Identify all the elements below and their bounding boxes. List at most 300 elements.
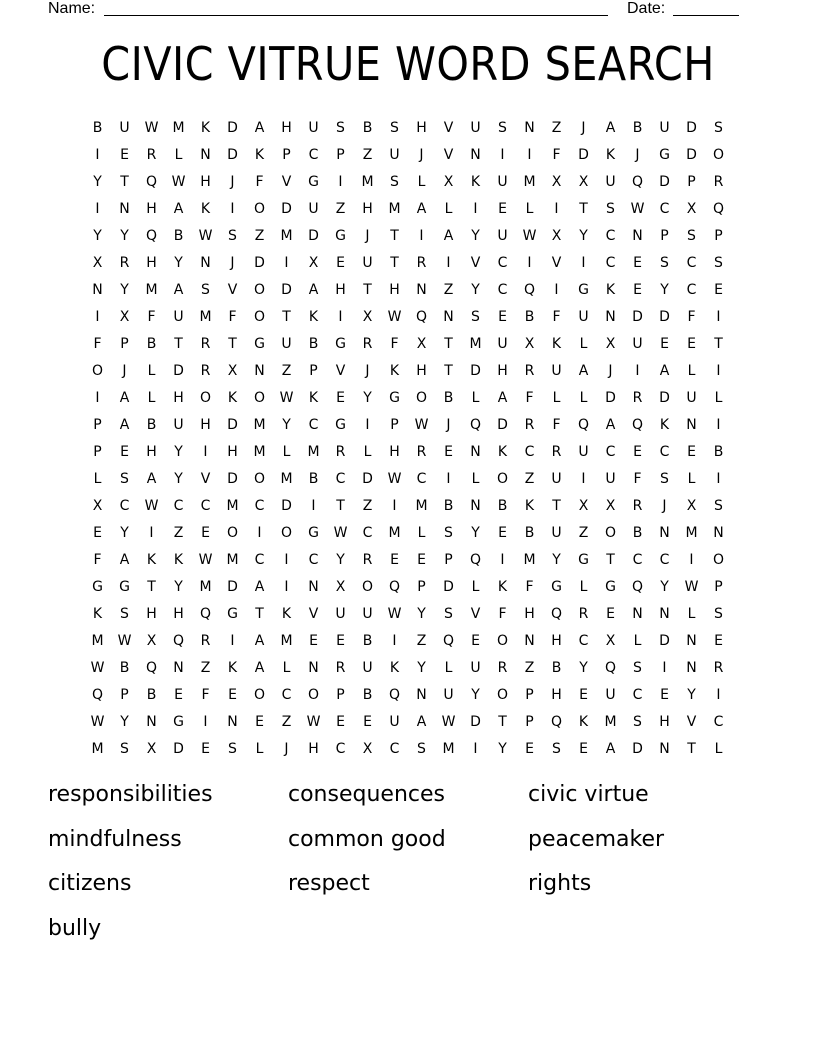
grid-letter: Z [524,659,535,676]
grid-letter: F [552,308,561,325]
grid-letter: B [308,470,319,487]
grid-letter: G [605,578,616,595]
grid-letter: J [122,362,127,379]
grid-letter: Q [145,659,158,676]
grid-letter: E [336,254,345,271]
grid-letter: A [119,416,130,433]
grid-letter: B [524,524,535,541]
grid-letter: L [552,389,561,406]
grid-letter: Z [416,632,427,649]
grid-letter: Y [174,470,183,487]
grid-letter: L [417,524,426,541]
grid-letter: D [659,389,670,406]
grid-letter: K [173,551,184,568]
grid-letter: G [335,416,346,433]
grid-letter: C [605,227,616,244]
grid-letter: K [308,308,319,325]
grid-letter: P [444,551,453,568]
grid-letter: H [659,713,670,730]
grid-letter: Y [417,605,426,622]
grid-letter: C [254,497,265,514]
grid-letter: B [146,686,157,703]
grid-letter: N [470,443,481,460]
grid-letter: R [632,389,643,406]
grid-letter: W [90,713,105,730]
grid-letter: Z [443,281,454,298]
grid-letter: P [687,173,696,190]
grid-letter: B [308,335,319,352]
grid-letter: F [390,335,399,352]
grid-letter: D [443,578,454,595]
grid-letter: R [146,146,157,163]
grid-letter: P [390,416,399,433]
grid-letter: O [199,389,212,406]
grid-letter: A [605,740,616,757]
grid-letter: I [257,524,262,541]
grid-letter: D [578,146,589,163]
grid-letter: H [551,686,562,703]
grid-letter: O [712,146,725,163]
grid-letter: V [281,173,292,190]
grid-letter: O [253,200,266,217]
grid-letter: M [388,200,401,217]
grid-letter: S [552,740,561,757]
grid-letter: H [416,362,427,379]
grid-letter: W [387,308,402,325]
grid-letter: O [604,524,617,541]
word-list-item: citizens [48,871,132,896]
grid-letter: L [255,740,264,757]
grid-letter: I [446,470,451,487]
grid-letter: S [714,497,723,514]
word-list-item: bully [48,915,102,941]
grid-letter: V [308,605,319,622]
grid-letter: M [280,470,293,487]
grid-letter: E [93,524,102,541]
grid-letter: I [284,551,289,568]
grid-letter: L [579,335,588,352]
grid-letter: V [686,713,697,730]
grid-letter: E [363,713,372,730]
grid-letter: E [525,740,534,757]
grid-letter: T [444,335,453,352]
grid-letter: H [335,281,346,298]
grid-letter: Q [415,308,428,325]
grid-letter: R [362,551,373,568]
grid-letter: E [174,686,183,703]
grid-letter: L [525,200,534,217]
grid-letter: T [363,281,372,298]
grid-letter: E [255,713,264,730]
grid-letter: F [552,146,561,163]
grid-letter: U [173,308,184,325]
grid-letter: B [362,119,373,136]
grid-letter: N [686,632,697,649]
grid-letter: C [686,281,697,298]
grid-letter: B [443,389,454,406]
grid-letter: W [90,659,105,676]
grid-letter: I [311,497,316,514]
grid-letter: X [92,497,103,514]
grid-letter: U [551,470,562,487]
grid-letter: L [633,632,642,649]
grid-letter: B [119,659,130,676]
grid-letter: W [198,227,213,244]
grid-letter: A [308,281,319,298]
grid-letter: F [93,335,102,352]
grid-letter: B [524,308,535,325]
grid-letter: V [470,254,481,271]
grid-letter: C [632,686,643,703]
grid-letter: D [659,632,670,649]
grid-letter: X [551,227,562,244]
grid-letter: W [387,470,402,487]
grid-letter: A [254,578,265,595]
grid-letter: O [253,389,266,406]
grid-letter: U [605,470,616,487]
grid-letter: M [361,173,374,190]
grid-letter: P [93,443,102,460]
grid-letter: P [714,227,723,244]
grid-letter: U [605,173,616,190]
grid-letter: E [336,713,345,730]
grid-letter: N [632,227,643,244]
grid-letter: Y [471,227,480,244]
grid-letter: N [524,632,535,649]
grid-letter: I [527,254,532,271]
grid-letter: A [254,659,265,676]
grid-letter: K [497,443,508,460]
grid-letter: R [551,443,562,460]
grid-letter: U [551,524,562,541]
grid-letter: J [230,254,235,271]
grid-letter: K [227,659,238,676]
grid-letter: S [120,740,129,757]
word-list-item: respect [288,871,370,896]
grid-letter: E [417,551,426,568]
grid-letter: L [417,173,426,190]
grid-letter: E [633,281,642,298]
grid-letter: U [686,389,697,406]
grid-letter: N [308,578,319,595]
grid-letter: D [227,416,238,433]
grid-letter: C [200,497,211,514]
grid-letter: E [498,524,507,541]
grid-letter: M [442,740,455,757]
grid-letter: J [446,416,451,433]
grid-letter: Y [120,227,129,244]
grid-letter: F [93,551,102,568]
grid-letter: C [335,740,346,757]
grid-letter: E [309,632,318,649]
grid-letter: C [497,254,508,271]
grid-letter: R [524,416,535,433]
grid-letter: E [444,443,453,460]
grid-letter: E [579,740,588,757]
grid-letter: E [336,632,345,649]
grid-letter: N [470,146,481,163]
grid-letter: U [659,119,670,136]
grid-letter: Q [631,173,644,190]
grid-letter: X [551,173,562,190]
grid-letter: G [335,335,346,352]
grid-letter: U [389,146,400,163]
grid-letter: Q [469,551,482,568]
grid-letter: Y [660,578,669,595]
grid-letter: M [91,740,104,757]
grid-letter: T [390,254,399,271]
grid-letter: R [713,173,724,190]
grid-letter: V [443,146,454,163]
grid-letter: H [551,632,562,649]
grid-letter: R [497,659,508,676]
grid-letter: G [227,605,238,622]
grid-letter: G [659,146,670,163]
name-input-line[interactable] [104,15,608,16]
grid-letter: W [441,713,456,730]
grid-letter: G [551,578,562,595]
grid-letter: I [203,713,208,730]
grid-letter: U [362,659,373,676]
grid-letter: O [496,686,509,703]
letter-grid [84,114,732,762]
grid-letter: X [308,254,319,271]
grid-letter: F [525,578,534,595]
grid-letter: N [713,524,724,541]
grid-letter: I [500,551,505,568]
grid-letter: A [173,281,184,298]
grid-letter: C [524,443,535,460]
grid-letter: X [578,497,589,514]
grid-letter: E [390,551,399,568]
grid-letter: R [362,335,373,352]
grid-letter: E [687,335,696,352]
grid-letter: Q [550,605,563,622]
grid-letter: D [227,146,238,163]
grid-letter: N [686,659,697,676]
grid-letter: E [498,200,507,217]
grid-letter: H [362,200,373,217]
grid-letter: O [253,308,266,325]
grid-letter: H [146,200,157,217]
grid-letter: J [581,119,586,136]
grid-letter: K [551,335,562,352]
grid-letter: V [443,119,454,136]
grid-letter: M [469,335,482,352]
grid-letter: L [687,470,696,487]
grid-letter: K [524,497,535,514]
grid-letter: C [308,551,319,568]
date-input-line[interactable] [673,15,739,16]
grid-letter: W [144,497,159,514]
grid-letter: M [415,497,428,514]
grid-letter: Z [173,524,184,541]
grid-letter: C [335,470,346,487]
grid-letter: I [95,389,100,406]
grid-letter: B [713,443,724,460]
grid-letter: U [173,416,184,433]
grid-letter: I [716,686,721,703]
grid-letter: T [174,335,183,352]
grid-letter: L [579,578,588,595]
grid-letter: V [551,254,562,271]
grid-letter: Y [579,227,588,244]
grid-letter: N [686,416,697,433]
grid-letter: W [279,389,294,406]
grid-letter: J [230,173,235,190]
grid-letter: H [308,740,319,757]
grid-letter: A [173,200,184,217]
grid-letter: R [713,659,724,676]
grid-letter: Y [174,578,183,595]
grid-letter: A [578,362,589,379]
grid-letter: L [93,470,102,487]
grid-letter: B [362,686,373,703]
grid-letter: X [146,740,157,757]
grid-letter: U [308,200,319,217]
grid-letter: I [284,578,289,595]
grid-letter: W [630,200,645,217]
grid-letter: D [605,389,616,406]
grid-letter: J [284,740,289,757]
grid-letter: N [173,659,184,676]
grid-letter: C [362,524,373,541]
grid-letter: M [172,119,185,136]
grid-letter: D [173,362,184,379]
grid-letter: U [362,605,373,622]
grid-letter: X [605,335,616,352]
grid-letter: R [416,443,427,460]
grid-letter: G [578,281,589,298]
grid-letter: D [470,713,481,730]
grid-letter: K [605,281,616,298]
grid-letter: Z [254,227,265,244]
grid-letter: F [525,389,534,406]
grid-letter: Z [281,362,292,379]
grid-letter: C [578,632,589,649]
grid-letter: H [497,362,508,379]
grid-letter: X [605,632,616,649]
grid-letter: V [470,605,481,622]
grid-letter: R [578,605,589,622]
grid-letter: Y [174,254,183,271]
grid-letter: N [632,605,643,622]
grid-letter: C [497,281,508,298]
grid-letter: D [632,740,643,757]
grid-letter: Q [469,416,482,433]
grid-letter: Y [579,659,588,676]
grid-letter: L [471,470,480,487]
grid-letter: E [633,254,642,271]
grid-letter: B [443,497,454,514]
grid-letter: O [415,389,428,406]
word-list-item: mindfulness [48,826,182,852]
grid-letter: L [444,659,453,676]
grid-letter: H [146,443,157,460]
grid-letter: M [199,578,212,595]
grid-letter: H [281,119,292,136]
grid-letter: C [281,686,292,703]
grid-letter: D [659,173,670,190]
grid-letter: X [416,335,427,352]
grid-letter: M [199,308,212,325]
grid-letter: A [416,713,427,730]
grid-letter: W [171,173,186,190]
grid-letter: G [92,578,103,595]
grid-letter: S [228,740,237,757]
grid-letter: F [633,470,642,487]
grid-letter: M [280,632,293,649]
grid-letter: X [686,497,697,514]
grid-letter: Z [281,713,292,730]
grid-letter: W [684,578,699,595]
grid-letter: O [307,686,320,703]
grid-letter: B [173,227,184,244]
grid-letter: U [605,686,616,703]
grid-letter: U [443,686,454,703]
grid-letter: U [551,362,562,379]
date-label: Date: [627,0,666,17]
grid-letter: I [392,497,397,514]
grid-letter: L [147,362,156,379]
grid-letter: E [579,686,588,703]
grid-letter: Q [523,281,536,298]
grid-letter: E [201,740,210,757]
grid-letter: S [714,254,723,271]
grid-letter: R [335,659,346,676]
grid-letter: F [552,416,561,433]
grid-letter: O [253,686,266,703]
grid-letter: K [227,389,238,406]
grid-letter: Y [498,740,507,757]
grid-letter: I [230,632,235,649]
grid-letter: W [414,416,429,433]
grid-letter: P [525,686,534,703]
grid-letter: A [443,227,454,244]
grid-letter: F [498,605,507,622]
grid-letter: O [226,524,239,541]
grid-letter: I [554,281,559,298]
grid-letter: B [632,119,643,136]
grid-letter: V [200,470,211,487]
grid-letter: M [604,713,617,730]
grid-letter: X [362,308,373,325]
grid-letter: Q [388,578,401,595]
grid-letter: I [581,470,586,487]
grid-letter: E [633,443,642,460]
grid-letter: K [389,659,400,676]
grid-letter: C [686,254,697,271]
grid-letter: A [605,416,616,433]
grid-letter: L [282,443,291,460]
grid-letter: B [146,416,157,433]
grid-letter: Y [687,686,696,703]
word-list-item: common good [288,826,446,852]
grid-letter: D [281,200,292,217]
grid-letter: T [336,497,345,514]
grid-letter: A [254,119,265,136]
grid-letter: I [338,173,343,190]
grid-letter: I [95,200,100,217]
grid-letter: N [200,146,211,163]
grid-letter: N [416,281,427,298]
grid-letter: I [473,740,478,757]
grid-letter: A [416,200,427,217]
grid-letter: O [496,632,509,649]
grid-letter: H [146,254,157,271]
grid-letter: Z [200,659,211,676]
grid-letter: U [119,119,130,136]
